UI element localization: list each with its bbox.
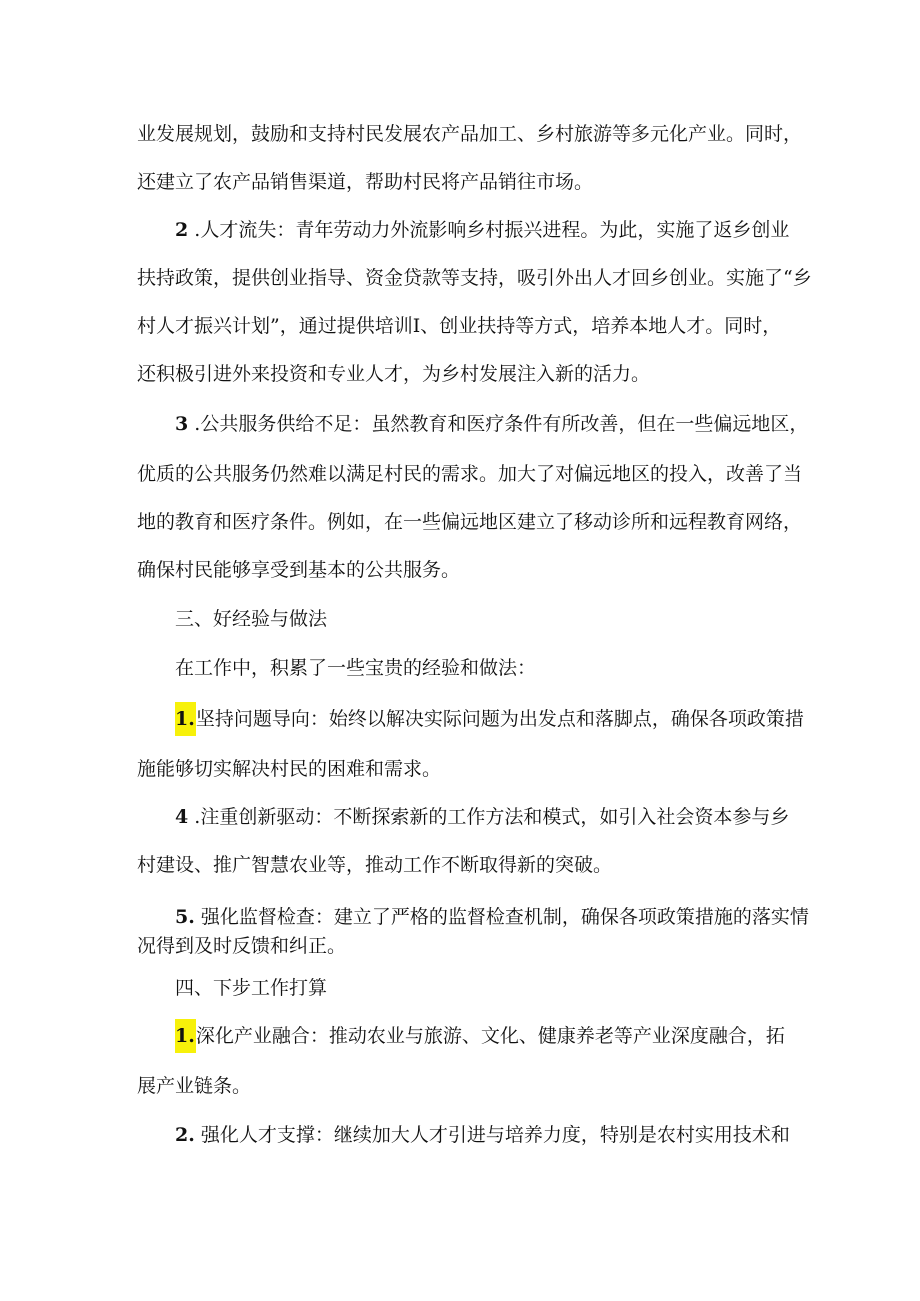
paragraph-line xyxy=(175,410,920,438)
item-number: 2 xyxy=(175,219,189,241)
line-text: 在工作中，积累了一些宝贵的经验和做法： xyxy=(175,657,537,679)
item-number: 3 xyxy=(175,413,189,435)
line-text: 还建立了农产品销售渠道，帮助村民将产品销往市场。 xyxy=(137,171,594,193)
line-text: 坚持问题导向：始终以解决实际问题为出发点和落脚点，确保各项政策措 xyxy=(195,708,804,730)
paragraph-line xyxy=(175,1121,920,1149)
highlighted-item-number: 1. xyxy=(175,1019,196,1053)
paragraph-line xyxy=(175,705,920,733)
paragraph-line xyxy=(137,755,920,783)
heading-text: 三、好经验与做法 xyxy=(175,608,328,630)
paragraph-line xyxy=(137,120,920,148)
paragraph-line xyxy=(137,460,920,488)
line-text: .注重创新驱动：不断探索新的工作方法和模式，如引入社会资本参与乡 xyxy=(194,806,790,828)
line-text: 确保村民能够享受到基本的公共服务。 xyxy=(137,559,461,581)
paragraph-line xyxy=(137,508,920,536)
line-text: 村人才振兴计划”，通过提供培训I、创业扶持等方式，培养本地人才。同时， xyxy=(137,315,782,337)
paragraph-line xyxy=(137,312,920,340)
section-heading xyxy=(175,974,920,1002)
paragraph-line xyxy=(175,903,920,931)
line-text: 优质的公共服务仍然难以满足村民的需求。加大了对偏远地区的投入，改善了当 xyxy=(137,463,803,485)
heading-text: 四、下步工作打算 xyxy=(175,977,328,999)
paragraph-line xyxy=(175,216,920,244)
paragraph-line xyxy=(137,932,920,960)
highlighted-item-number: 1. xyxy=(175,702,196,736)
paragraph-line xyxy=(137,1072,920,1100)
item-number: 4 xyxy=(175,806,189,828)
line-text: 强化监督检查：建立了严格的监督检查机制，确保各项政策措施的落实情 xyxy=(200,906,809,928)
paragraph-line xyxy=(175,654,920,682)
line-text: 施能够切实解决村民的困难和需求。 xyxy=(137,758,442,780)
section-heading xyxy=(175,605,920,633)
paragraph-line xyxy=(137,360,920,388)
line-text: 扶持政策，提供创业指导、资金贷款等支持，吸引外出人才回乡创业。实施了“乡 xyxy=(137,267,812,289)
line-text: 还积极引进外来投资和专业人才，为乡村发展注入新的活力。 xyxy=(137,363,651,385)
item-number: 2. xyxy=(175,1124,195,1146)
paragraph-line xyxy=(137,851,920,879)
line-text: 强化人才支撑：继续加大人才引进与培养力度，特别是农村实用技术和 xyxy=(200,1124,790,1146)
paragraph-line xyxy=(137,264,920,292)
line-text: .公共服务供给不足：虽然教育和医疗条件有所改善，但在一些偏远地区， xyxy=(194,413,809,435)
line-text: 深化产业融合：推动农业与旅游、文化、健康养老等产业深度融合，拓 xyxy=(195,1025,785,1047)
line-text: 展产业链条。 xyxy=(137,1075,252,1097)
paragraph-line xyxy=(175,803,920,831)
paragraph-line xyxy=(137,556,920,584)
line-text: 业发展规划，鼓励和支持村民发展农产品加工、乡村旅游等多元化产业。同时， xyxy=(137,123,803,145)
paragraph-line xyxy=(137,168,920,196)
paragraph-line xyxy=(175,1022,920,1050)
line-text: 地的教育和医疗条件。例如，在一些偏远地区建立了移动诊所和远程教育网络， xyxy=(137,511,803,533)
line-text: 村建设、推广智慧农业等，推动工作不断取得新的突破。 xyxy=(137,854,613,876)
line-text: .人才流失：青年劳动力外流影响乡村振兴进程。为此，实施了返乡创业 xyxy=(194,219,790,241)
line-text: 况得到及时反馈和纠正。 xyxy=(137,935,347,957)
item-number: 5. xyxy=(175,906,195,928)
